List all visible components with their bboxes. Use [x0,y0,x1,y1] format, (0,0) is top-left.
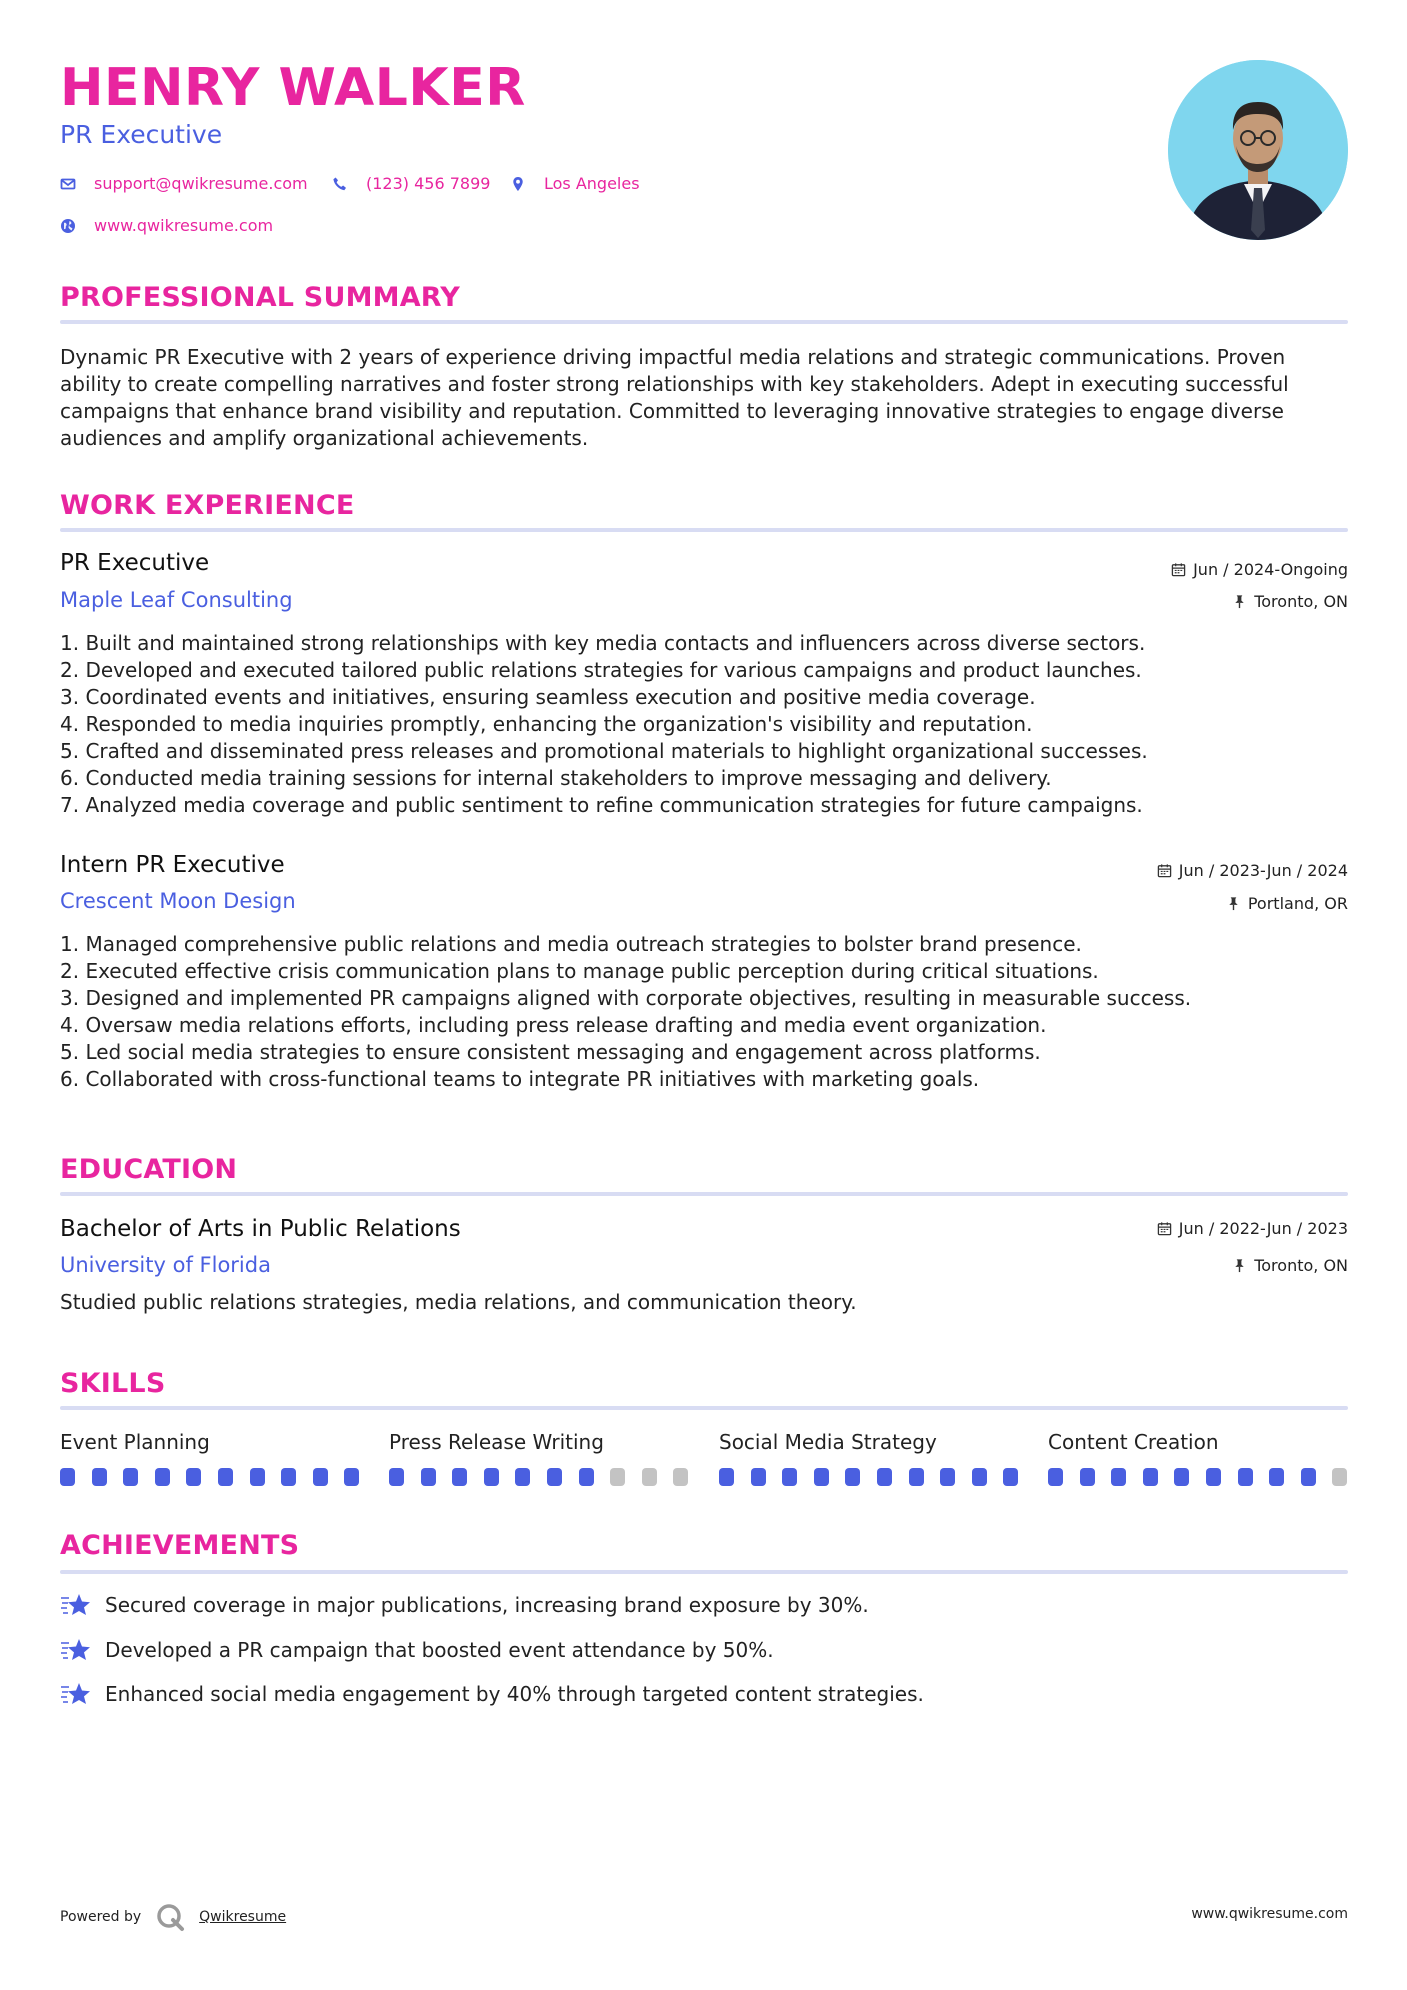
profile-photo [1168,60,1348,240]
calendar-icon [1171,562,1186,577]
skill-rating [719,1468,1035,1486]
skill-dot-filled [186,1468,201,1486]
achievement-item [60,1637,774,1663]
achievement-text: Secured coverage in major publications, increasing brand exposure by 30%. [105,1593,869,1617]
list-item: 1. Managed comprehensive public relations and media outreach strategies to bolster brand presence. [60,932,1082,956]
calendar-icon [1157,863,1172,878]
candidate-name: HENRY WALKER [60,58,526,118]
skill-dot-filled [218,1468,233,1486]
email-icon [60,176,76,192]
skill-dot-filled [972,1468,987,1486]
pushpin-icon [1226,896,1241,911]
skill-dot-filled [344,1468,359,1486]
skill-dot-filled [155,1468,170,1486]
list-item: 5. Crafted and disseminated press releases and promotional materials to highlight organizational successes. [60,739,1148,763]
skill-dot-filled [452,1468,467,1486]
footer-powered-by [60,1902,286,1932]
list-item: 6. Conducted media training sessions for internal stakeholders to improve messaging and delivery. [60,766,1052,790]
job-location-text: Toronto, ON [1254,592,1348,611]
phone-icon [332,176,348,192]
summary-text [60,344,1350,452]
skill-dot-filled [877,1468,892,1486]
skill-dot-empty [642,1468,657,1486]
skill-dot-empty [610,1468,625,1486]
skill-dot-filled [1301,1468,1316,1486]
skill-dot-filled [719,1468,734,1486]
job-dates [1157,861,1348,880]
skill-dot-filled [1048,1468,1063,1486]
skill-dot-filled [909,1468,924,1486]
skill-dot-filled [484,1468,499,1486]
skill-dot-empty [1332,1468,1347,1486]
job-location-text: Portland, OR [1247,894,1348,913]
section-divider [60,1570,1348,1574]
skill-dot-filled [814,1468,829,1486]
job-dates [1171,560,1348,579]
job-location [1232,592,1348,611]
footer-url[interactable]: www.qwikresume.com [1191,1906,1348,1922]
location-contact [510,174,640,193]
section-title-achievements: ACHIEVEMENTS [60,1530,300,1561]
skill-dot-filled [92,1468,107,1486]
skill-dot-filled [751,1468,766,1486]
powered-by-label: Powered by [60,1909,142,1925]
achievement-item [60,1681,924,1707]
skill-dot-filled [250,1468,265,1486]
job-title: PR Executive [60,550,210,576]
company-name: Crescent Moon Design [60,889,296,913]
list-item: 4. Responded to media inquiries promptly, enhancing the organization's visibility and reputation. [60,712,1033,736]
skill-dot-filled [782,1468,797,1486]
globe-icon [60,218,76,234]
summary-line: audiences and amplify organizational achievements. [60,426,589,450]
achievement-text: Developed a PR campaign that boosted event attendance by 50%. [105,1638,774,1662]
list-item: 5. Led social media strategies to ensure consistent messaging and engagement across platforms. [60,1040,1041,1064]
summary-line: campaigns that enhance brand visibility and reputation. Committed to leveraging innovative strategies to engage diverse [60,399,1284,423]
job-dates-text: Jun / 2024-Ongoing [1193,560,1348,579]
star-badge-icon [60,1592,92,1618]
candidate-title: PR Executive [60,120,223,149]
calendar-icon [1157,1221,1172,1236]
skill-dot-filled [1143,1468,1158,1486]
email-text: support@qwikresume.com [94,174,308,193]
pushpin-icon [1232,1258,1247,1273]
degree-title: Bachelor of Arts in Public Relations [60,1216,461,1242]
skill-dot-filled [547,1468,562,1486]
skill-dot-filled [313,1468,328,1486]
list-item: 6. Collaborated with cross-functional teams to integrate PR initiatives with marketing goals. [60,1067,980,1091]
skill-rating [60,1468,376,1486]
skill-dot-filled [1206,1468,1221,1486]
job-bullets [60,931,1350,1093]
section-title-experience: WORK EXPERIENCE [60,490,355,521]
skill-dot-filled [1174,1468,1189,1486]
skill-dot-filled [1111,1468,1126,1486]
location-text: Los Angeles [544,174,640,193]
job-dates-text: Jun / 2023-Jun / 2024 [1178,861,1348,880]
skill-dot-filled [123,1468,138,1486]
phone-contact[interactable] [332,174,490,193]
skill-dot-filled [940,1468,955,1486]
summary-line: ability to create compelling narratives and foster strong relationships with key stakeholders. Adept in executing successful [60,372,1289,396]
skill-name: Social Media Strategy [719,1430,937,1454]
summary-line: Dynamic PR Executive with 2 years of experience driving impactful media relations and strategic communications. Proven [60,345,1286,369]
education-location [1232,1256,1348,1275]
skill-dot-filled [281,1468,296,1486]
job-title: Intern PR Executive [60,852,285,878]
qwikresume-logo-icon [155,1902,185,1932]
section-divider [60,1192,1348,1196]
skill-dot-filled [1269,1468,1284,1486]
education-description: Studied public relations strategies, media relations, and communication theory. [60,1290,857,1314]
job-location [1226,894,1348,913]
list-item: 2. Executed effective crisis communication plans to manage public perception during critical situations. [60,959,1099,983]
section-divider [60,320,1348,324]
website-contact[interactable] [60,216,273,235]
list-item: 2. Developed and executed tailored public relations strategies for various campaigns and product launches. [60,658,1142,682]
job-bullets [60,630,1350,819]
section-title-education: EDUCATION [60,1154,238,1185]
star-badge-icon [60,1681,92,1707]
school-name: University of Florida [60,1253,271,1277]
skill-dot-filled [1238,1468,1253,1486]
skill-name: Event Planning [60,1430,210,1454]
skill-rating [1048,1468,1364,1486]
email-contact[interactable] [60,174,308,193]
list-item: 3. Designed and implemented PR campaigns aligned with corporate objectives, resulting in measurable success. [60,986,1192,1010]
list-item: 3. Coordinated events and initiatives, ensuring seamless execution and positive media coverage. [60,685,1036,709]
education-location-text: Toronto, ON [1254,1256,1348,1275]
brand-link[interactable]: Qwikresume [199,1909,287,1925]
skill-dot-filled [845,1468,860,1486]
skill-dot-filled [579,1468,594,1486]
achievement-item [60,1592,869,1618]
pushpin-icon [1232,594,1247,609]
skill-dot-filled [421,1468,436,1486]
achievement-text: Enhanced social media engagement by 40% through targeted content strategies. [105,1682,924,1706]
list-item: 7. Analyzed media coverage and public sentiment to refine communication strategies for future campaigns. [60,793,1143,817]
skill-dot-filled [1080,1468,1095,1486]
list-item: 4. Oversaw media relations efforts, including press release drafting and media event organization. [60,1013,1047,1037]
section-title-summary: PROFESSIONAL SUMMARY [60,282,461,313]
skill-name: Press Release Writing [389,1430,604,1454]
education-dates-text: Jun / 2022-Jun / 2023 [1178,1219,1348,1238]
skill-dot-empty [673,1468,688,1486]
website-text: www.qwikresume.com [94,216,274,235]
skill-dot-filled [389,1468,404,1486]
skill-dot-filled [515,1468,530,1486]
section-title-skills: SKILLS [60,1368,166,1399]
skill-name: Content Creation [1048,1430,1219,1454]
list-item: 1. Built and maintained strong relationships with key media contacts and influencers across diverse sectors. [60,631,1146,655]
star-badge-icon [60,1637,92,1663]
map-pin-icon [510,176,526,192]
section-divider [60,528,1348,532]
skill-dot-filled [1003,1468,1018,1486]
person-avatar-icon [1168,60,1348,240]
skill-dot-filled [60,1468,75,1486]
phone-text: (123) 456 7899 [366,174,491,193]
company-name: Maple Leaf Consulting [60,588,293,612]
education-dates [1157,1219,1348,1238]
section-divider [60,1406,1348,1410]
skill-rating [389,1468,705,1486]
